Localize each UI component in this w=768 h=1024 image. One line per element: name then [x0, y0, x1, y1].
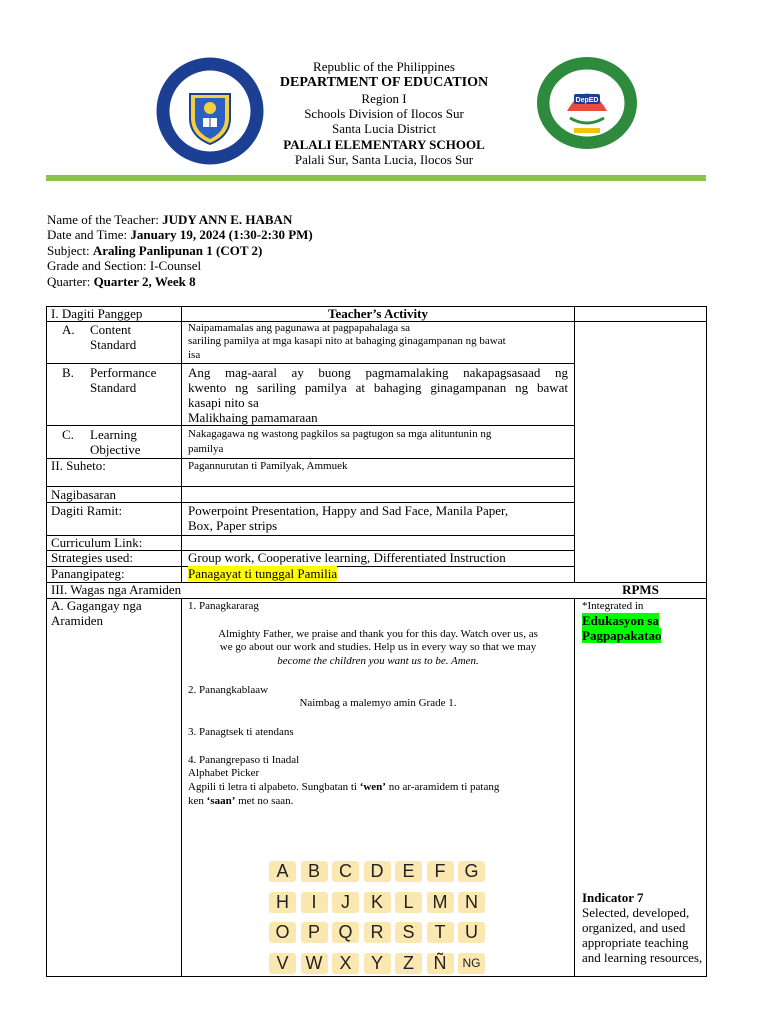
alphabet-tile: F [427, 861, 454, 882]
subject-value: Araling Panlipunan 1 (COT 2) [92, 243, 263, 258]
row-c-text-2: pamilya [188, 443, 224, 455]
prayer-line-3: become the children you want us to be. Amen. [277, 655, 479, 667]
header-republic: Republic of the Philippines [313, 59, 455, 74]
alphabet-tile: I [301, 892, 328, 913]
alphabet-tile: M [427, 892, 454, 913]
alphabet-tile: Ñ [427, 953, 454, 974]
alphabet-tile: X [332, 953, 359, 974]
suheto-label: II. Suheto: [51, 458, 106, 473]
rpms-header: RPMS [622, 582, 659, 597]
row-b-label-2: Standard [90, 380, 137, 395]
header-region: Region I [361, 91, 407, 106]
col-panggep-header: I. Dagiti Panggep [51, 306, 143, 321]
row-b-label-1: Performance [90, 365, 157, 380]
teacher-name: JUDY ANN E. HABAN [162, 212, 293, 227]
row-b-text-1: Ang mag-aaral ay buong pagmamalaking nakapagsasaad ng [188, 365, 568, 380]
strategies-value: Group work, Cooperative learning, Differentiated Instruction [188, 550, 506, 565]
alphabet-tile: NG [458, 953, 485, 974]
curriculum-label: Curriculum Link: [51, 535, 143, 550]
step-prayer-title: 1. Panagkararag [188, 600, 259, 612]
header-school: PALALI ELEMENTARY SCHOOL [283, 137, 485, 152]
indicator-text-2: organized, and used [582, 920, 686, 935]
row-a-label-1: Content [90, 322, 132, 337]
gagangay-label-2: Aramiden [51, 613, 103, 628]
alphabet-tile: G [458, 861, 485, 882]
row-b-text-2: kwento ng sariling pamilya at bahaging ginagampanan ng bawat [188, 380, 568, 395]
nagibasaran-label: Nagibasaran [51, 487, 116, 502]
alphabet-tile: E [395, 861, 422, 882]
panangipateg-value: Panagayat ti tunggal Pamilia [188, 566, 338, 581]
wagas-label: III. Wagas nga Aramiden [51, 582, 182, 597]
row-a-label-2: Standard [90, 337, 137, 352]
alphabet-tile: H [269, 892, 296, 913]
integrated-subject-2: Pagpapakatao [582, 628, 662, 643]
quarter-value: Quarter 2, Week 8 [93, 274, 196, 289]
alphabet-tile: R [364, 922, 391, 943]
alphabet-tile: L [395, 892, 422, 913]
row-c-label-2: Objective [90, 442, 141, 457]
date-line: Date and Time: January 19, 2024 (1:30-2:30 PM) [47, 227, 313, 242]
instruction-line-2: ken ‘saan’ met no saan. [188, 795, 294, 807]
alphabet-tile: K [364, 892, 391, 913]
alphabet-tile: T [427, 922, 454, 943]
row-a-letter: A. [62, 322, 75, 337]
header-address: Palali Sur, Santa Lucia, Ilocos Sur [294, 152, 474, 167]
alphabet-tile: V [269, 953, 296, 974]
indicator-title: Indicator 7 [582, 890, 644, 905]
alphabet-tile: B [301, 861, 328, 882]
row-c-label-1: Learning [90, 427, 137, 442]
step-greeting-title: 2. Panangkablaaw [188, 684, 269, 696]
header-divider [46, 175, 706, 181]
header-division: Schools Division of Ilocos Sur [304, 106, 464, 121]
prayer-line-2: we go about our work and studies. Help us in every way so that we may [219, 641, 537, 653]
row-b-text-4: Malikhaing pamamaraan [188, 410, 318, 425]
alphabet-tile: C [332, 861, 359, 882]
subject-line: Subject: Araling Panlipunan 1 (COT 2) [47, 243, 263, 258]
ramit-label: Dagiti Ramit: [51, 503, 123, 518]
greeting-text: Naimbag a malemyo amin Grade 1. [299, 697, 457, 709]
suheto-value: Pagannurutan ti Pamilyak, Ammuek [188, 460, 348, 472]
ramit-value-2: Box, Paper strips [188, 518, 278, 533]
strategies-label: Strategies used: [51, 550, 133, 565]
step-attendance-title: 3. Panagtsek ti atendans [188, 726, 294, 738]
row-a-text-3: isa [188, 349, 201, 361]
alphabet-tile: U [458, 922, 485, 943]
alphabet-tile: Q [332, 922, 359, 943]
indicator-text-3: appropriate teaching [582, 935, 689, 950]
alphabet-picker-title: Alphabet Picker [188, 767, 260, 779]
indicator-text-4: and learning resources, [582, 950, 703, 965]
alphabet-tile: O [269, 922, 296, 943]
row-c-text-1: Nakagagawa ng wastong pagkilos sa pagtugon sa mga alituntunin ng [188, 428, 492, 440]
alphabet-tile: S [395, 922, 422, 943]
step-review-title: 4. Panangrepaso ti Inadal [188, 754, 300, 766]
alphabet-tile: D [364, 861, 391, 882]
quarter-line: Quarter: Quarter 2, Week 8 [47, 274, 196, 289]
alphabet-tile: N [458, 892, 485, 913]
gagangay-label-1: A. Gagangay nga [51, 598, 142, 613]
row-c-letter: C. [62, 427, 74, 442]
panangipateg-label: Panangipateg: [51, 566, 125, 581]
alphabet-tile: W [301, 953, 328, 974]
date-time: January 19, 2024 (1:30-2:30 PM) [130, 227, 313, 242]
school-seal-badge-text: DepED [575, 97, 599, 104]
row-a-text-1: Naipamamalas ang pagunawa at pagpapahalaga sa [188, 322, 411, 334]
header-district: Santa Lucia District [332, 121, 436, 136]
school-seal-logo [536, 56, 638, 150]
instruction-line-1: Agpili ti letra ti alpabeto. Sungbatan ti ‘wen’ no ar-aramidem ti patang [188, 781, 500, 793]
teacher-name-line: Name of the Teacher: JUDY ANN E. HABAN [47, 212, 293, 227]
alphabet-tile: J [332, 892, 359, 913]
indicator-text-1: Selected, developed, [582, 905, 690, 920]
ramit-value-1: Powerpoint Presentation, Happy and Sad Face, Manila Paper, [188, 503, 509, 518]
col-activity-header: Teacher’s Activity [327, 306, 428, 321]
header-department: DEPARTMENT OF EDUCATION [279, 75, 489, 90]
alphabet-tile: Y [364, 953, 391, 974]
alphabet-tile: Z [395, 953, 422, 974]
integrated-subject-1: Edukasyon sa [582, 613, 659, 628]
alphabet-tile: A [269, 861, 296, 882]
integrated-label: *Integrated in [582, 600, 644, 612]
row-a-text-2: sariling pamilya at mga kasapi nito at bahaging ginagampanan ng bawat [188, 335, 506, 347]
row-b-text-3: kasapi nito sa [188, 395, 259, 410]
prayer-line-1: Almighty Father, we praise and thank you for this day. Watch over us, as [218, 628, 538, 640]
row-b-letter: B. [62, 365, 74, 380]
grade-line: Grade and Section: I-Counsel [47, 258, 202, 273]
alphabet-tile: P [301, 922, 328, 943]
